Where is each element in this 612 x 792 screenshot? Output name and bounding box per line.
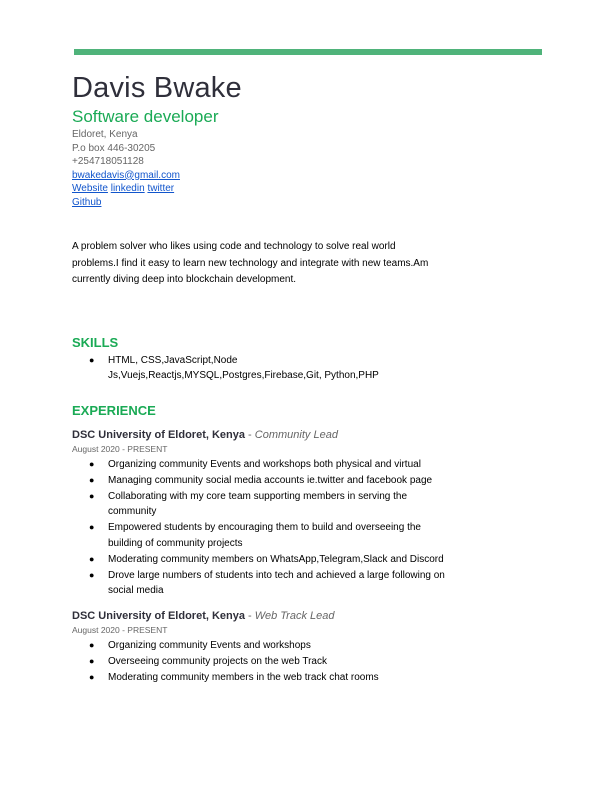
- job-header: [72, 608, 542, 624]
- candidate-role: Software developer: [72, 107, 219, 126]
- job-duties: [72, 638, 452, 685]
- skills-list: [72, 353, 412, 385]
- duty-text: Drove large numbers of students into tech and achieved a large following on social media: [108, 569, 445, 597]
- list-item: [72, 520, 452, 552]
- job-title: Community Lead: [254, 429, 338, 442]
- list-item: [72, 473, 452, 489]
- duty-text: Organizing community Events and workshops: [108, 640, 311, 652]
- list-item: [72, 552, 452, 568]
- phone: +254718051128: [72, 156, 144, 167]
- job-separator: -: [245, 610, 255, 623]
- job-date: August 2020 - PRESENT: [72, 625, 168, 636]
- skills-heading: SKILLS: [72, 334, 119, 350]
- email-link[interactable]: bwakedavis@gmail.com: [72, 169, 180, 181]
- bullet-icon: ●: [89, 671, 95, 682]
- job-entry: [72, 427, 542, 599]
- job-title: Web Track Lead: [254, 610, 335, 623]
- summary-paragraph: A problem solver who likes using code and technology to solve real world problems.I find it easy to learn new technology and integrate with new teams.Am currently diving deep into blockchain development.: [72, 241, 429, 285]
- twitter-link[interactable]: twitter: [147, 183, 175, 194]
- duty-text: Empowered students by encouraging them to build and overseeing the building of community projects: [108, 522, 421, 550]
- header-accent-bar: [74, 49, 542, 55]
- duty-text: Moderating community members on WhatsApp,Telegram,Slack and Discord: [108, 553, 444, 565]
- skill-text: HTML, CSS,JavaScript,Node Js,Vuejs,Reactjs,MYSQL,Postgres,Firebase,Git, Python,PHP: [108, 354, 379, 382]
- job-organization: DSC University of Eldoret, Kenya: [72, 610, 245, 623]
- contact-block: [72, 128, 542, 209]
- bullet-icon: ●: [89, 522, 95, 533]
- list-item: [72, 654, 452, 670]
- job-duties: [72, 457, 452, 599]
- job-header: [72, 427, 542, 443]
- list-item: [72, 489, 452, 521]
- bullet-icon: ●: [89, 354, 95, 365]
- website-link[interactable]: Website: [72, 183, 108, 194]
- job-entry: [72, 608, 542, 685]
- bullet-icon: ●: [89, 553, 95, 564]
- location: Eldoret, Kenya: [72, 129, 138, 140]
- bullet-icon: ●: [89, 474, 95, 485]
- list-item: [72, 457, 452, 473]
- list-item: [72, 638, 452, 654]
- job-organization: DSC University of Eldoret, Kenya: [72, 429, 245, 442]
- bullet-icon: ●: [89, 490, 95, 501]
- duty-text: Overseeing community projects on the web Track: [108, 656, 327, 668]
- duty-text: Moderating community members in the web track chat rooms: [108, 671, 379, 683]
- github-link[interactable]: Github: [72, 196, 102, 208]
- duty-text: Organizing community Events and workshops both physical and virtual: [108, 459, 421, 471]
- bullet-icon: ●: [89, 459, 95, 470]
- duty-text: Collaborating with my core team supporting members in serving the community: [108, 490, 408, 518]
- job-separator: -: [245, 429, 255, 442]
- bullet-icon: ●: [89, 656, 95, 667]
- duty-text: Managing community social media accounts ie.twitter and facebook page: [108, 474, 433, 486]
- linkedin-link[interactable]: linkedin: [110, 183, 145, 194]
- bullet-icon: ●: [89, 569, 95, 580]
- bullet-icon: ●: [89, 640, 95, 651]
- list-item: [72, 353, 412, 385]
- experience-heading: EXPERIENCE: [72, 403, 156, 419]
- list-item: [72, 568, 452, 600]
- resume-page: [72, 70, 542, 686]
- job-date: August 2020 - PRESENT: [72, 444, 168, 455]
- list-item: [72, 670, 452, 686]
- po-box: P.o box 446-30205: [72, 142, 156, 154]
- candidate-name: Davis Bwake: [72, 72, 242, 104]
- social-links: [72, 182, 542, 196]
